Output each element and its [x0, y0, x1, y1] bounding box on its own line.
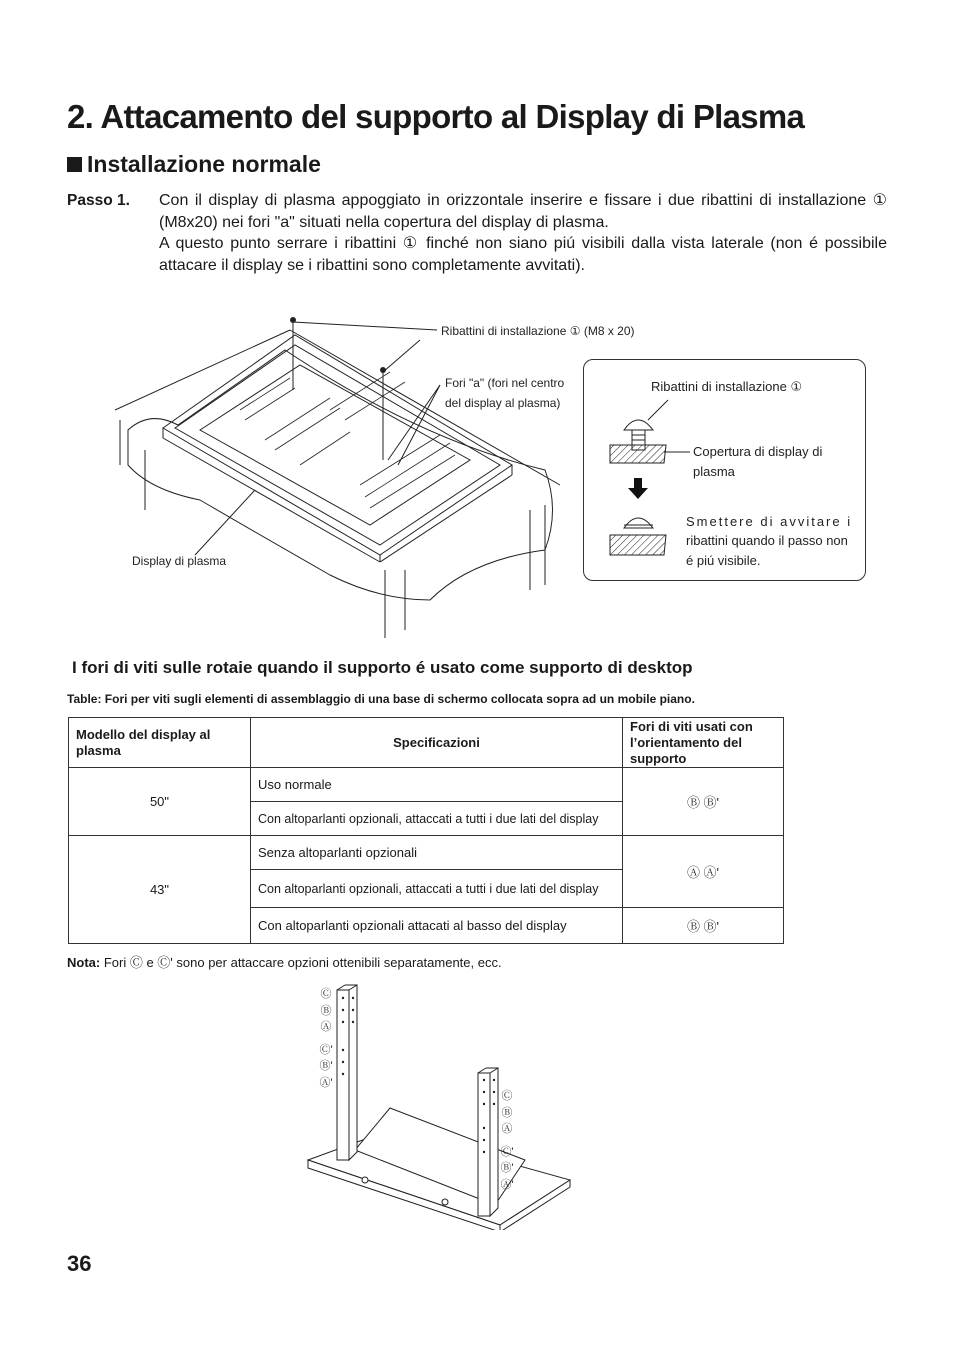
bullet-square-icon: [67, 157, 82, 172]
model-cell: 43": [69, 836, 251, 944]
header-holes: Fori di viti usati con l’orientamento del supporto: [623, 718, 784, 768]
step-paragraph-2: A questo punto serrare i ribattini ① finché non siano piú visibili dalla vista laterale (non é possibile attacare il display se i ribattini sono completamente avvitati).: [159, 235, 887, 274]
note-text: Fori Ⓒ e Ⓒ' sono per attaccare opzioni ottenibili separatamente, ecc.: [103, 955, 502, 970]
step-label: Passo 1.: [67, 192, 130, 209]
rail-label: Ⓐ': [500, 1178, 514, 1191]
rail-holes-heading: I fori di viti sulle rotaie quando il supporto é usato come supporto di desktop: [72, 658, 693, 677]
rail-label: Ⓒ: [501, 1090, 513, 1102]
rail-label: Ⓑ: [501, 1106, 513, 1119]
callout-stop-label-line1: Smettere di avvitare i: [686, 514, 853, 529]
callout-stop-label-line2: ribattini quando il passo non: [686, 533, 848, 548]
table-row: [69, 836, 784, 870]
step-paragraph-1: Con il display di plasma appoggiato in orizzontale inserire e fissare i due ribattini di installazione ① (M8x20) nei fori "a" situati nella copertura del display di plasma.: [159, 192, 887, 231]
holes-cell: Ⓑ Ⓑ': [623, 908, 784, 944]
holes-label-line2: del display al plasma): [445, 396, 561, 410]
bolt-detail-icons: [600, 395, 690, 570]
rail-label: Ⓒ': [319, 1043, 333, 1056]
section-heading: [67, 151, 321, 178]
spec-cell: Con altoparlanti opzionali, attaccati a tutti i due lati del display: [251, 870, 623, 908]
note: [67, 952, 502, 971]
callout-stop-label-line3: é piú visibile.: [686, 553, 761, 568]
header-model: Modello del display al plasma: [69, 718, 251, 768]
bolts-label: Ribattini di installazione ① (M8 x 20): [441, 324, 635, 338]
page-title: 2. Attacamento del supporto al Display di Plasma: [67, 98, 805, 135]
rail-label: Ⓐ: [501, 1123, 513, 1135]
callout-cover-label-line2: plasma: [693, 464, 735, 479]
display-label: Display di plasma: [132, 554, 227, 568]
left-rail-labels: [319, 986, 333, 1091]
stand-rails-illustration: [300, 980, 580, 1230]
rail-label: Ⓑ: [320, 1004, 332, 1017]
spec-cell: Uso normale: [251, 768, 623, 802]
holes-label-line1: Fori "a" (fori nel centro: [445, 376, 565, 390]
holes-cell: Ⓐ Ⓐ': [623, 836, 784, 908]
rail-label: Ⓐ: [320, 1021, 332, 1033]
note-label: Nota:: [67, 955, 101, 970]
model-cell: 50": [69, 768, 251, 836]
spec-table: [68, 717, 784, 944]
spec-cell: Senza altoparlanti opzionali: [251, 836, 623, 870]
right-rail-labels: [500, 1088, 514, 1193]
holes-cell: Ⓑ Ⓑ': [623, 768, 784, 836]
callout-cover-label-line1: Copertura di display di: [693, 444, 823, 459]
rail-label: Ⓑ': [319, 1060, 333, 1072]
header-spec: Specificazioni: [251, 718, 623, 768]
table-row: [69, 768, 784, 802]
table-caption: Table: Fori per viti sugli elementi di assemblaggio di una base di schermo collocata sopra ad un mobile piano.: [67, 692, 695, 706]
callout-bolt-label: Ribattini di installazione ①: [651, 379, 803, 394]
rail-label: Ⓒ: [320, 988, 332, 1000]
rail-label: Ⓑ': [500, 1162, 514, 1174]
page-number: 36: [67, 1251, 92, 1276]
spec-cell: Con altoparlanti opzionali attacati al basso del display: [251, 908, 623, 944]
rail-label: Ⓐ': [319, 1076, 333, 1089]
spec-cell: Con altoparlanti opzionali, attaccati a tutti i due lati del display: [251, 802, 623, 836]
rail-label: Ⓒ': [500, 1145, 514, 1158]
table-header-row: [69, 718, 784, 768]
step-text: [159, 190, 887, 276]
section-heading-text: Installazione normale: [87, 151, 321, 177]
